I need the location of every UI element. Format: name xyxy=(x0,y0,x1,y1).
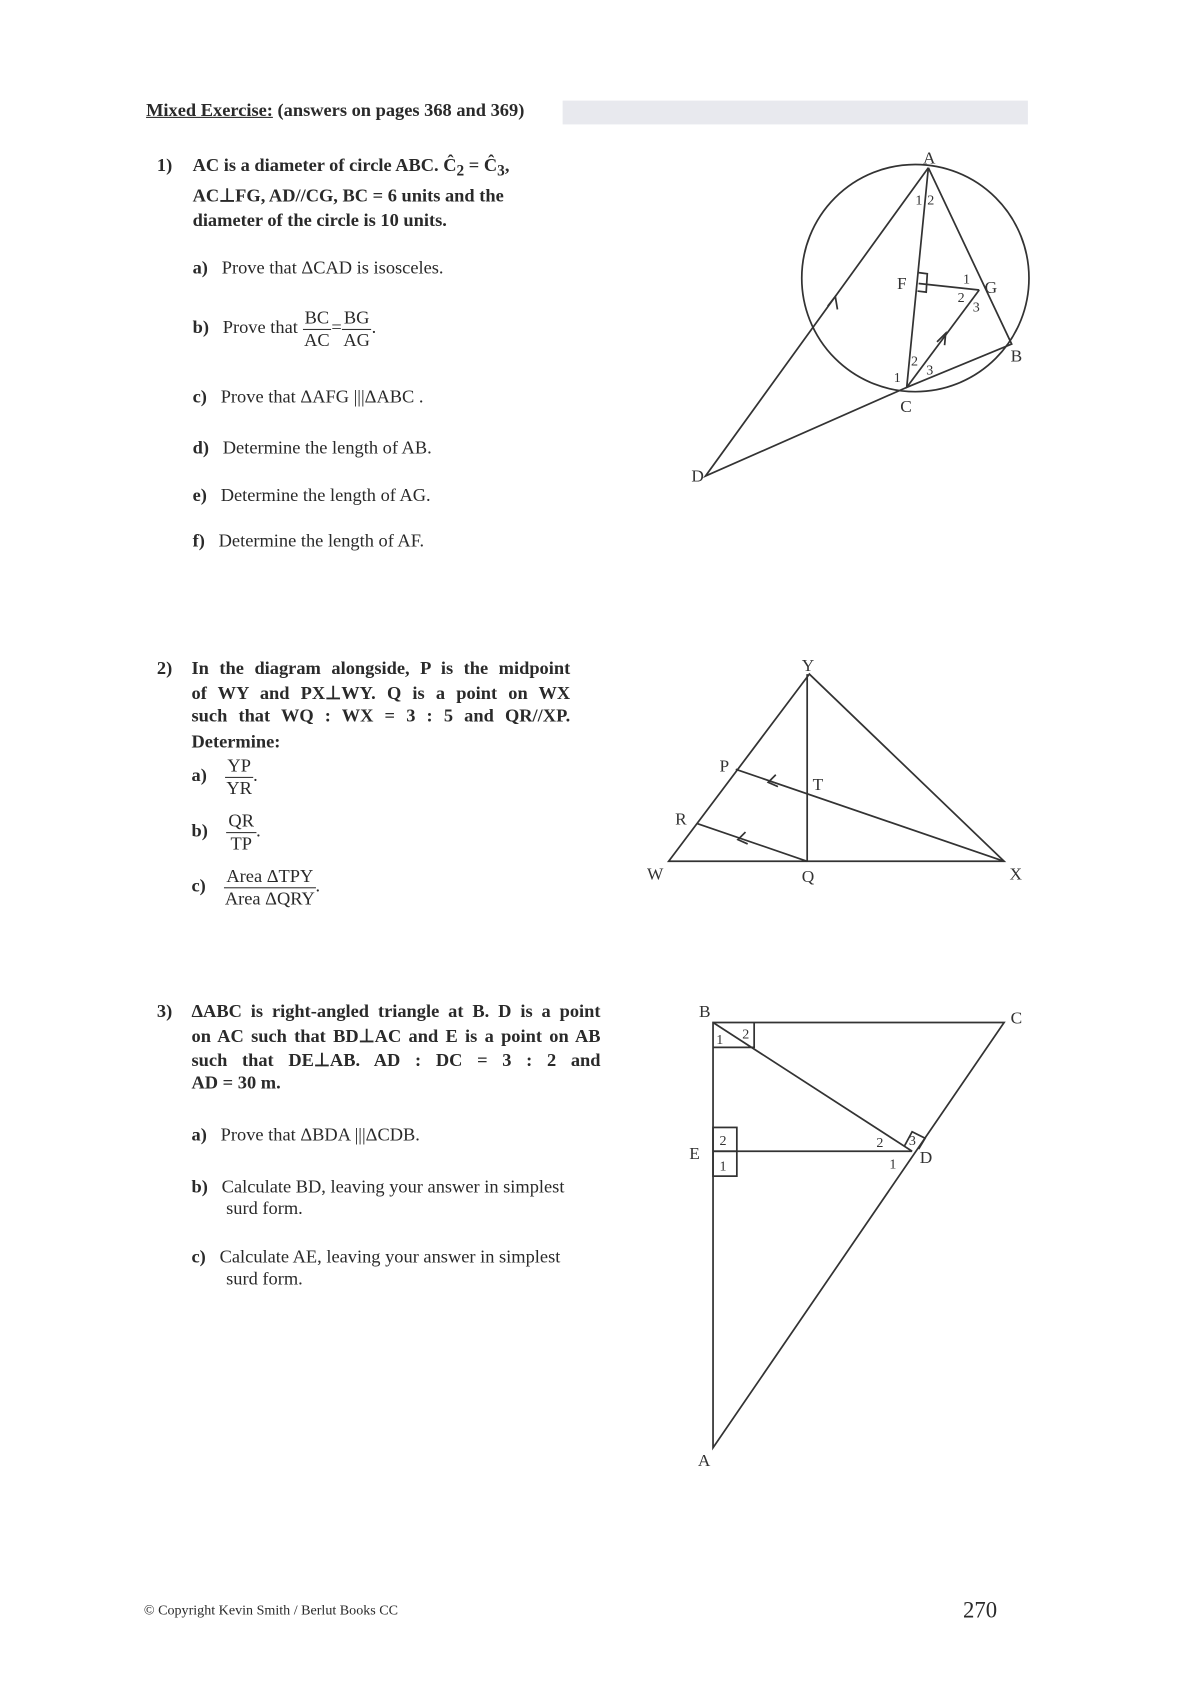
q1-part-e: e) Determine the length of AG. xyxy=(192,484,431,506)
q1-part-b: b) Prove that $\frac{BC}{AC}$ = $\frac{BG}{AG}$ . xyxy=(192,307,377,351)
svg-text:1: 1 xyxy=(915,192,923,209)
svg-text:2: 2 xyxy=(957,289,965,306)
q3-part-a: a) Prove that ΔBDA |||ΔCDB. xyxy=(191,1124,420,1145)
line-px xyxy=(736,769,1004,861)
svg-text:R: R xyxy=(675,809,687,829)
q3-part-c: c) Calculate AE, leaving your answer in simplest surd form. xyxy=(191,1246,561,1289)
q3-line2: on AC such that BD⊥AC and E is a point on AB xyxy=(191,1025,601,1047)
svg-text:2: 2 xyxy=(719,1132,727,1149)
label-a: A xyxy=(922,148,936,168)
parallel-arrow xyxy=(828,296,838,309)
label-c: C xyxy=(900,397,912,417)
parallel-arrow xyxy=(738,832,748,844)
page-number: 270 xyxy=(962,1597,998,1623)
svg-text:1: 1 xyxy=(719,1158,727,1175)
q1-line3: diameter of the circle is 10 units. xyxy=(192,209,447,231)
q2-line1: In the diagram alongside, P is the midpoint xyxy=(191,657,571,679)
svg-text:2: 2 xyxy=(911,353,919,370)
q3-number: 3) xyxy=(156,1000,173,1022)
svg-text:2: 2 xyxy=(927,192,935,209)
q1-number: 1) xyxy=(156,154,173,176)
svg-text:1: 1 xyxy=(962,271,971,288)
triangle-abc xyxy=(713,1022,1004,1447)
lines-ad-dc xyxy=(705,168,928,476)
q1-part-a: a) Prove that ΔCAD is isosceles. xyxy=(192,257,444,279)
q1-part-d: d) Determine the length of AB. xyxy=(192,437,432,458)
label-b: B xyxy=(1010,346,1023,366)
q3-line3: such that DE⊥AB. AD : DC = 3 : 2 and xyxy=(191,1049,601,1071)
svg-text:Y: Y xyxy=(801,655,815,675)
parallel-arrow xyxy=(937,333,946,345)
q3-line1: ΔABC is right-angled triangle at B. D is a point xyxy=(191,1000,601,1022)
svg-text:X: X xyxy=(1009,864,1023,884)
svg-text:P: P xyxy=(719,756,730,776)
svg-text:A: A xyxy=(697,1451,711,1471)
q1-diagram xyxy=(691,148,1029,485)
svg-text:E: E xyxy=(689,1143,700,1163)
q2-part-c: c) $\frac{\text{Area ΔTPY}}{\text{Area ΔQRY}}$ . xyxy=(191,865,321,909)
q2-line2: of WY and PX⊥WY. Q is a point on WX xyxy=(191,682,571,704)
q2-line4: Determine: xyxy=(191,731,281,752)
q3-diagram xyxy=(689,1002,1022,1470)
svg-text:C: C xyxy=(1010,1008,1023,1028)
svg-text:W: W xyxy=(647,864,664,884)
svg-text:1: 1 xyxy=(893,369,901,386)
svg-text:1: 1 xyxy=(716,1032,724,1049)
svg-text:B: B xyxy=(698,1002,711,1022)
copyright: © Copyright Kevin Smith / Berlut Books CC xyxy=(143,1601,399,1618)
q2-line3: such that WQ : WX = 3 : 5 and QR//XP. xyxy=(191,705,571,727)
right-angle-mark xyxy=(918,273,928,292)
parallel-arrow xyxy=(768,775,778,787)
svg-text:Q: Q xyxy=(801,866,815,886)
label-g: G xyxy=(984,278,998,298)
label-f: F xyxy=(896,273,907,293)
label-d: D xyxy=(691,466,704,486)
q1-line2: AC⊥FG, AD//CG, BC = 6 units and the xyxy=(192,185,504,206)
line-fg xyxy=(919,283,980,289)
svg-text:3: 3 xyxy=(908,1132,916,1149)
svg-text:T: T xyxy=(812,774,824,794)
q3-line4: AD = 30 m. xyxy=(191,1072,281,1093)
q1-part-f: f) Determine the length of AF. xyxy=(192,530,425,551)
q1-part-c: c) Prove that ΔAFG |||ΔABC . xyxy=(192,386,424,407)
svg-text:1: 1 xyxy=(889,1156,897,1173)
q3-part-b: b) Calculate BD, leaving your answer in simplest surd form. xyxy=(191,1176,565,1219)
q2-part-b: b) $\frac{QR}{TP}$ . xyxy=(191,810,261,854)
header-subtitle: (answers on pages 368 and 369) xyxy=(277,99,525,121)
q1-line1: AC is a diameter of circle ABC. $Ĉ_2$ = $Ĉ_3$, xyxy=(192,154,510,181)
header-title: Mixed Exercise: xyxy=(146,99,273,121)
q2-number: 2) xyxy=(156,657,173,679)
svg-text:D: D xyxy=(919,1148,933,1168)
svg-text:2: 2 xyxy=(876,1134,884,1151)
q2-diagram xyxy=(647,656,1022,886)
q2-part-a: a) $\frac{YP}{YR}$ . xyxy=(191,755,258,799)
svg-text:2: 2 xyxy=(742,1026,750,1043)
svg-text:3: 3 xyxy=(926,362,934,379)
svg-text:3: 3 xyxy=(972,299,980,316)
line-rq xyxy=(697,823,807,861)
